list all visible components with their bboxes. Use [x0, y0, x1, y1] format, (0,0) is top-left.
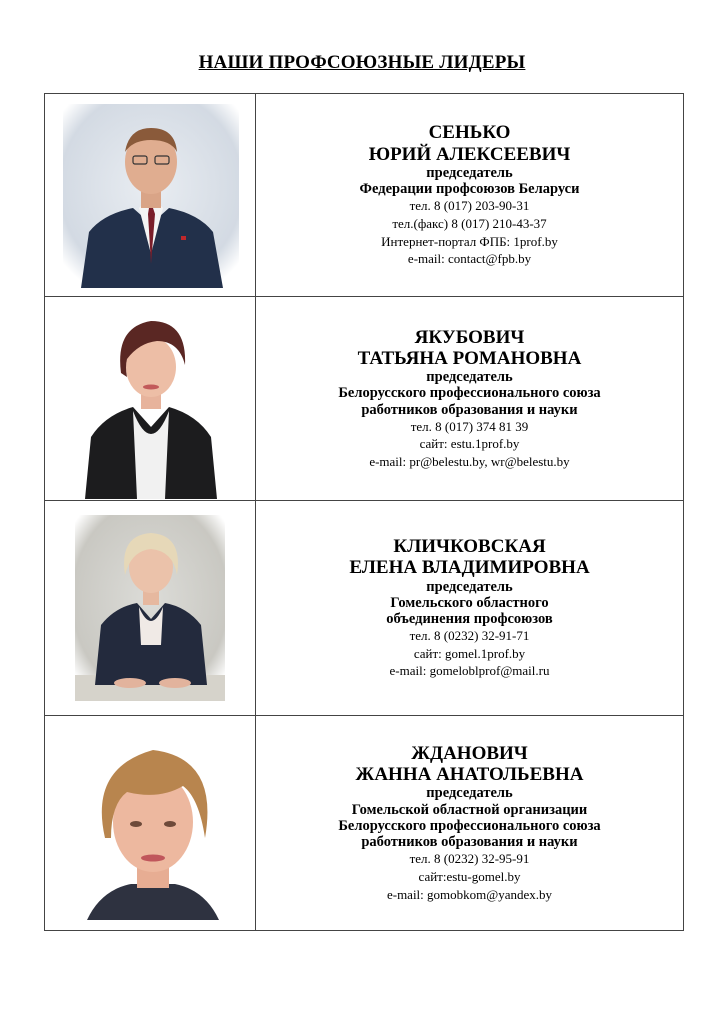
portrait-woman-dark-hair-icon: [81, 307, 221, 499]
info-cell: [256, 297, 684, 501]
leader-role: председатель: [426, 369, 513, 386]
leader-info: [256, 743, 683, 903]
leader-surname: КЛИЧКОВСКАЯ: [393, 536, 546, 558]
leader-role: председатель: [426, 785, 513, 802]
leader-phone: тел. 8 (0232) 32-91-71: [409, 628, 530, 644]
leader-phone: тел. 8 (017) 374 81 39: [410, 418, 529, 434]
leader-info: [256, 536, 683, 680]
leader-site[interactable]: сайт: estu.1prof.by: [419, 436, 520, 452]
info-cell: [256, 94, 684, 297]
leader-organization: Гомельского областного: [390, 594, 549, 611]
photo-cell: [45, 716, 256, 931]
leader-role: председатель: [426, 164, 513, 181]
leader-given-name: ЮРИЙ АЛЕКСЕЕВИЧ: [368, 143, 571, 165]
leader-surname: СЕНЬКО: [428, 122, 511, 144]
leader-given-name: ЖАННА АНАТОЛЬЕВНА: [355, 764, 584, 786]
leader-organization-line2: работников образования и науки: [361, 401, 578, 418]
leader-organization-line2: объединения профсоюзов: [386, 611, 553, 628]
portrait-woman-blonde-closeup-icon: [81, 728, 225, 920]
leader-row: [45, 297, 684, 501]
leader-role: председатель: [426, 578, 513, 595]
leader-row: [45, 94, 684, 297]
leader-portal[interactable]: Интернет-портал ФПБ: 1prof.by: [381, 233, 558, 249]
leader-site[interactable]: сайт: gomel.1prof.by: [413, 645, 526, 661]
leader-organization-line2: Белорусского профессионального союза: [338, 817, 601, 834]
portrait-woman-blonde-seated-icon: [75, 515, 225, 701]
leader-organization: Белорусского профессионального союза: [338, 385, 601, 402]
photo-cell: [45, 94, 256, 297]
info-cell: [256, 501, 684, 716]
leader-phone: тел. 8 (0232) 32-95-91: [409, 851, 530, 867]
leader-given-name: ТАТЬЯНА РОМАНОВНА: [357, 347, 582, 369]
leader-organization-line3: работников образования и науки: [361, 834, 578, 851]
page-title: НАШИ ПРОФСОЮЗНЫЕ ЛИДЕРЫ: [198, 52, 526, 73]
photo-cell: [45, 501, 256, 716]
photo-cell: [45, 297, 256, 501]
info-cell: [256, 716, 684, 931]
leader-info: [256, 122, 683, 267]
leader-surname: ЖДАНОВИЧ: [411, 742, 528, 764]
leader-fax: тел.(факс) 8 (017) 210-43-37: [392, 215, 547, 231]
leader-organization: Гомельской областной организации: [351, 801, 588, 818]
leaders-table: [44, 93, 684, 931]
leader-organization: Федерации профсоюзов Беларуси: [359, 181, 580, 198]
leader-email[interactable]: e-mail: gomobkom@yandex.by: [386, 886, 553, 902]
leader-email[interactable]: e-mail: contact@fpb.by: [407, 251, 532, 267]
leader-email[interactable]: e-mail: pr@belestu.by, wr@belestu.by: [369, 453, 570, 469]
leader-info: [256, 327, 683, 471]
leader-email[interactable]: e-mail: gomeloblprof@mail.ru: [389, 663, 550, 679]
leader-row: [45, 501, 684, 716]
portrait-man-suit-icon: [63, 104, 239, 288]
leader-row: [45, 716, 684, 931]
leader-phone: тел. 8 (017) 203-90-31: [409, 198, 530, 214]
leader-given-name: ЕЛЕНА ВЛАДИМИРОВНА: [349, 557, 590, 579]
leader-site[interactable]: сайт:estu-gomel.by: [418, 868, 521, 884]
leader-surname: ЯКУБОВИЧ: [414, 326, 525, 348]
